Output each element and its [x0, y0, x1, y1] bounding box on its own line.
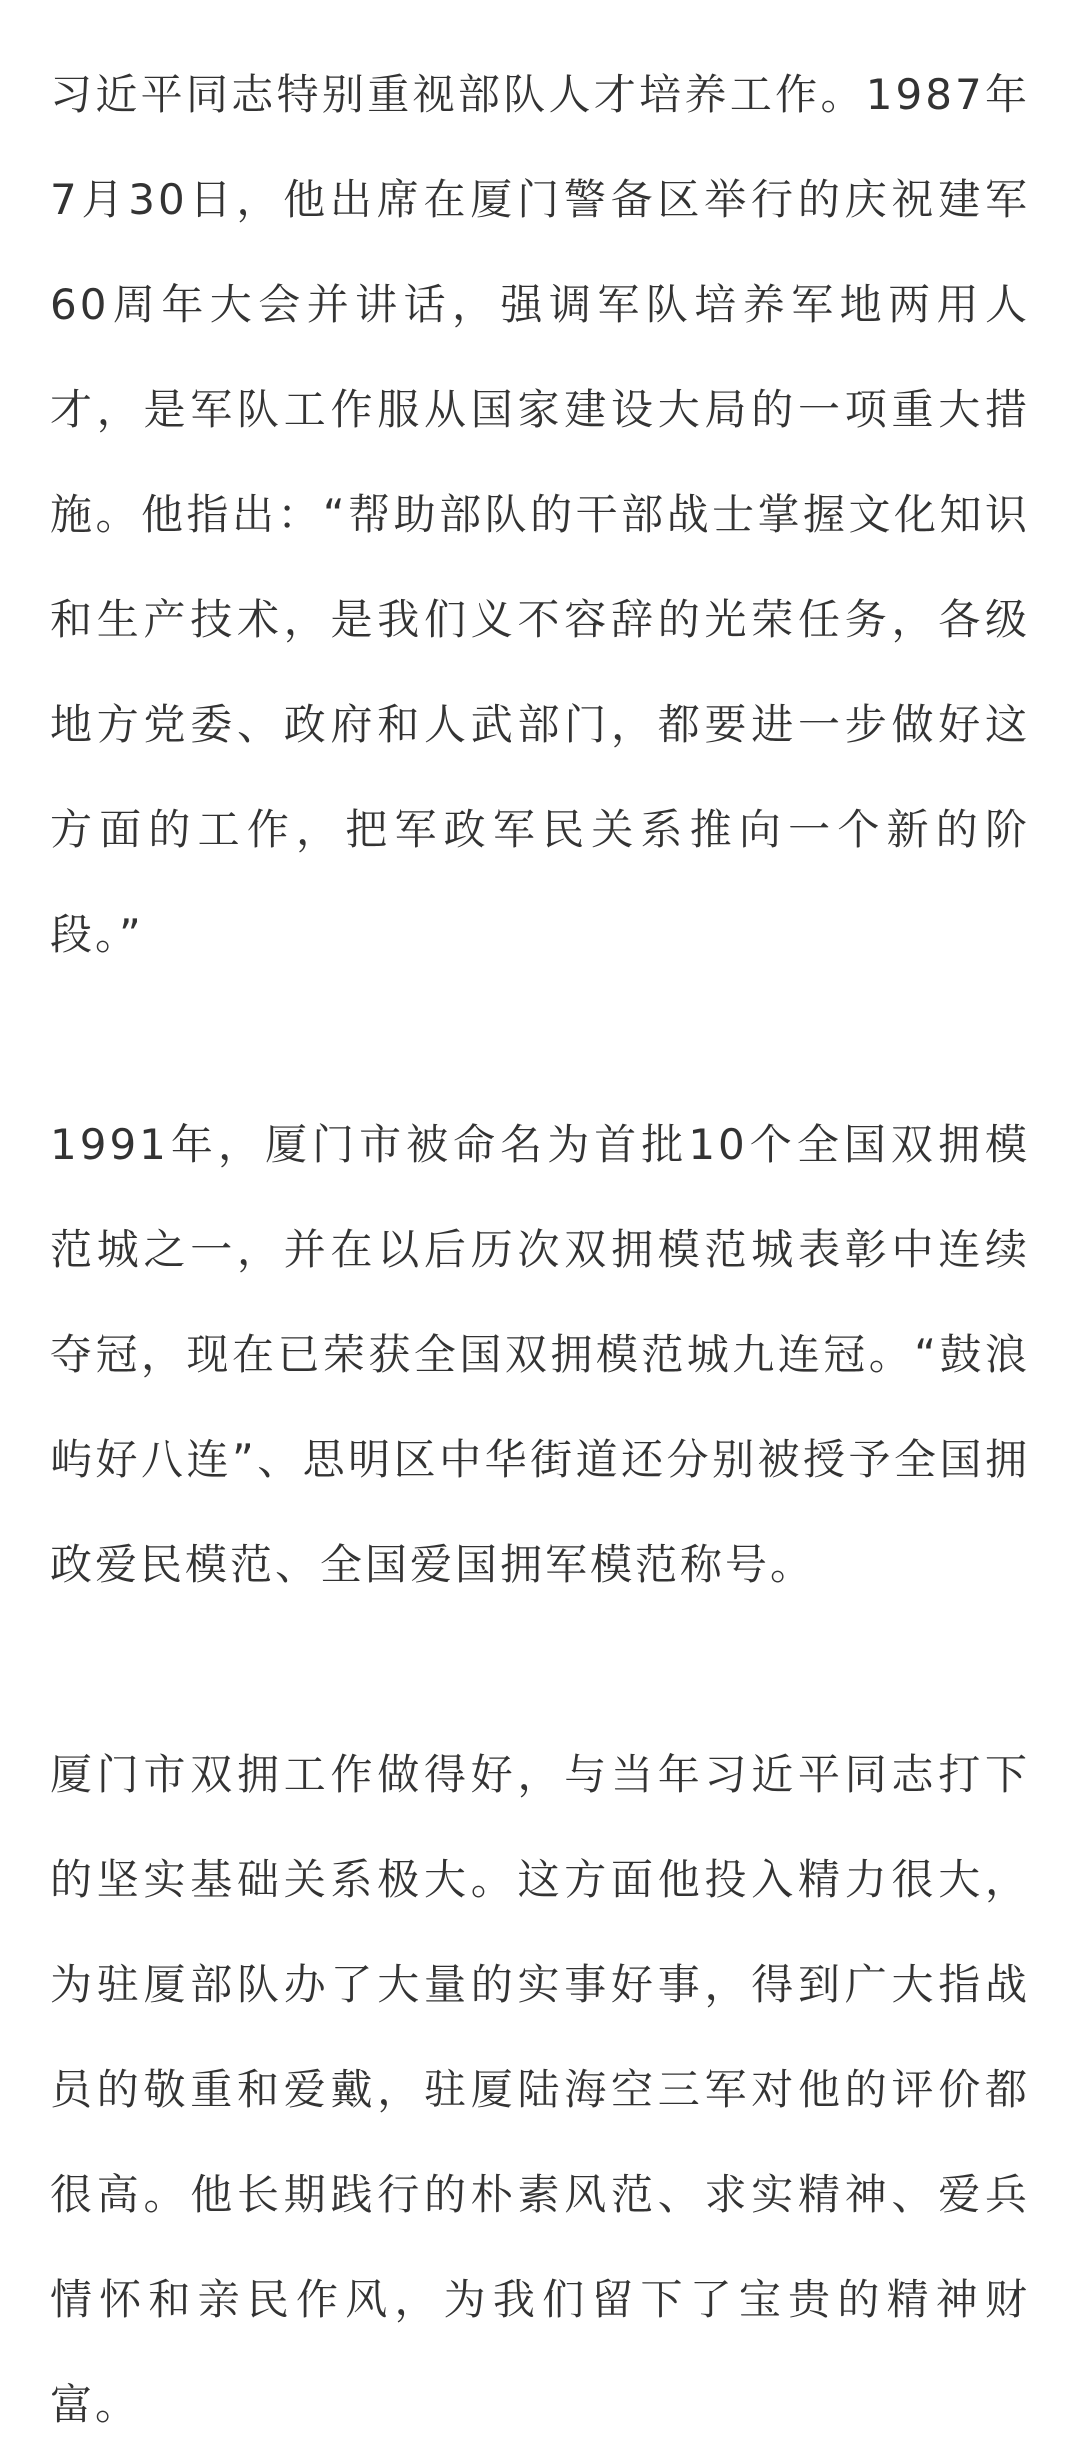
paragraph-talent-training: 习近平同志特别重视部队人才培养工作。1987年7月30日，他出席在厦门警备区举行的庆祝建军60周年大会并讲话，强调军队培养军地两用人才，是军队工作服从国家建设大局的一项重大措施。他指出：“帮助部队的干部战士掌握文化知识和生产技术，是我们义不容辞的光荣任务，各级地方党委、政府和人武部门，都要进一步做好这方面的工作，把军政军民关系推向一个新的阶段。” — [50, 70, 1030, 959]
paragraph-model-city: 1991年，厦门市被命名为首批10个全国双拥模范城之一，并在以后历次双拥模范城表彰中连续夺冠，现在已荣获全国双拥模范城九连冠。“鼓浪屿好八连”、思明区中华街道还分别被授予全国拥政爱民模范、全国爱国拥军模范称号。 — [50, 1120, 1030, 1589]
paragraph-foundation: 厦门市双拥工作做得好，与当年习近平同志打下的坚实基础关系极大。这方面他投入精力很大，为驻厦部队办了大量的实事好事，得到广大指战员的敬重和爱戴，驻厦陆海空三军对他的评价都很高。他长期践行的朴素风范、求实精神、爱兵情怀和亲民作风，为我们留下了宝贵的精神财富。 — [50, 1750, 1030, 2429]
